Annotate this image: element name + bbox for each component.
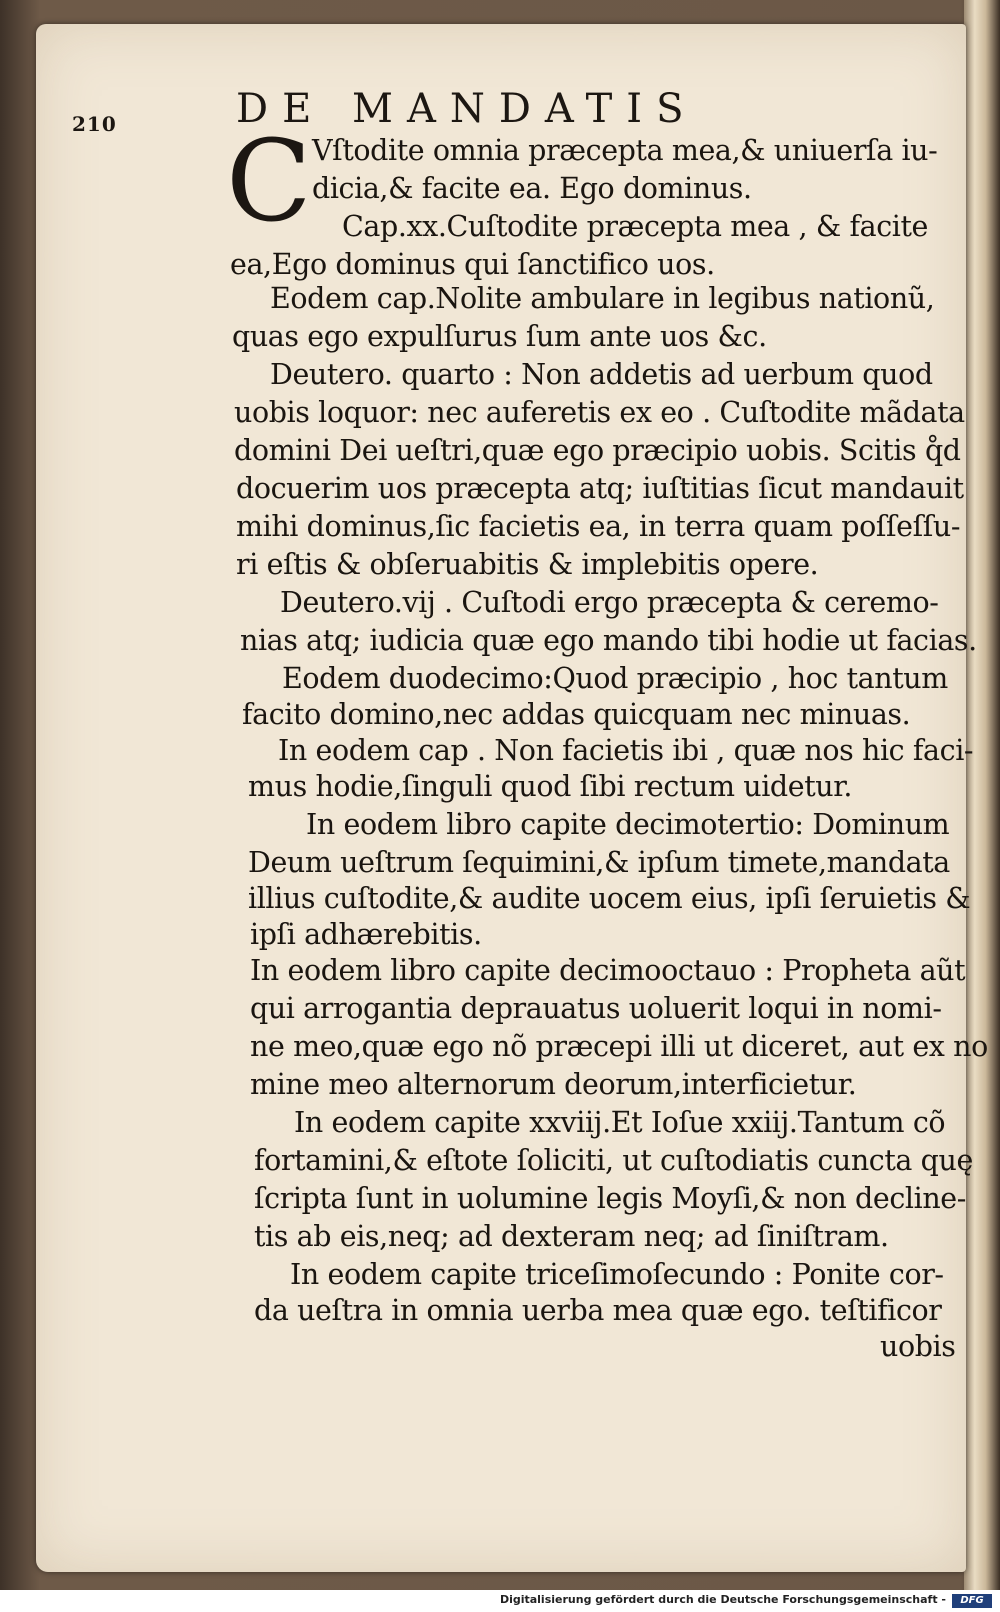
text-line: fortamini,& eſtote ſoliciti, ut cuſtodiatis cuncta quę [254, 1144, 973, 1177]
text-line: ſcripta ſunt in uolumine legis Moyſi,& non decline- [254, 1182, 967, 1215]
text-line: Vſtodite omnia præcepta mea,& uniuerſa iu- [312, 134, 938, 167]
text-line: illius cuſtodite,& audite uocem eius, ipſi ſeruietis & [248, 882, 971, 915]
text-line: qui arrogantia deprauatus uoluerit loqui in nomi- [250, 992, 942, 1025]
text-line: facito domino,nec addas quicquam nec minuas. [242, 698, 911, 731]
book-page [36, 24, 988, 1572]
page-number: 210 [72, 112, 117, 136]
text-line: Deutero.vij . Cuſtodi ergo præcepta & ceremo- [280, 586, 939, 619]
text-line: In eodem libro capite decimotertio: Dominum [306, 808, 950, 841]
text-line: ri eſtis & obſeruabitis & implebitis opere. [236, 548, 819, 581]
text-line: docuerim uos præcepta atq; iuſtitias ſicut mandauit [236, 472, 964, 505]
text-line: Deutero. quarto : Non addetis ad uerbum quod [270, 358, 933, 391]
running-head: DE MANDATIS [236, 86, 698, 132]
text-line: ea,Ego dominus qui ſanctifico uos. [230, 248, 715, 281]
decorated-initial: C [226, 117, 312, 247]
text-line: da ueſtra in omnia uerba mea quæ ego. teſtificor [254, 1294, 942, 1327]
text-line: Deum ueſtrum ſequimini,& ipſum timete,mandata [248, 846, 950, 879]
text-line: dicia,& facite ea. Ego dominus. [312, 172, 752, 205]
text-line: In eodem libro capite decimooctauo : Propheta aũt [250, 954, 966, 987]
text-line: uobis loquor: nec auferetis ex eo . Cuſtodite mãdata [234, 396, 965, 429]
text-line: Eodem cap.Nolite ambulare in legibus nationũ, [270, 282, 935, 315]
text-line: Eodem duodecimo:Quod præcipio , hoc tantum [282, 662, 948, 695]
text-line: domini Dei ueſtri,quæ ego præcipio uobis. Scitis q̊d [234, 434, 961, 467]
footer-bar [0, 1590, 1000, 1612]
text-line: In eodem cap . Non facietis ibi , quæ nos hic faci- [278, 734, 974, 767]
text-line: mine meo alternorum deorum,interficietur. [250, 1068, 857, 1101]
text-line: mus hodie,ſinguli quod ſibi rectum uidetur. [248, 770, 852, 803]
text-line: mihi dominus,ſic facietis ea, in terra quam poſſeſſu- [236, 510, 961, 543]
text-line: quas ego expulſurus ſum ante uos &c. [232, 320, 767, 353]
text-line: nias atq; iudicia quæ ego mando tibi hodie ut facias. [240, 624, 977, 657]
text-line: tis ab eis,neq; ad dexteram neq; ad ſiniſtram. [254, 1220, 889, 1253]
book-edge [964, 0, 1000, 1590]
text-line: Cap.xx.Cuſtodite præcepta mea , & facite [342, 210, 929, 243]
dfg-logo: DFG [952, 1594, 992, 1608]
text-line: In eodem capite xxviij.Et Ioſue xxiij.Tantum cõ [294, 1106, 946, 1139]
funding-credit: Digitalisierung gefördert durch die Deutsche Forschungsgemeinschaft - [499, 1593, 946, 1606]
text-line: ne meo,quæ ego nõ præcepi illi ut diceret, aut ex no [250, 1030, 988, 1063]
catchword: uobis [880, 1330, 956, 1363]
text-body [36, 24, 988, 1572]
text-line: ipſi adhærebitis. [250, 918, 482, 951]
text-line: In eodem capite triceſimoſecundo : Ponite cor- [290, 1258, 944, 1291]
